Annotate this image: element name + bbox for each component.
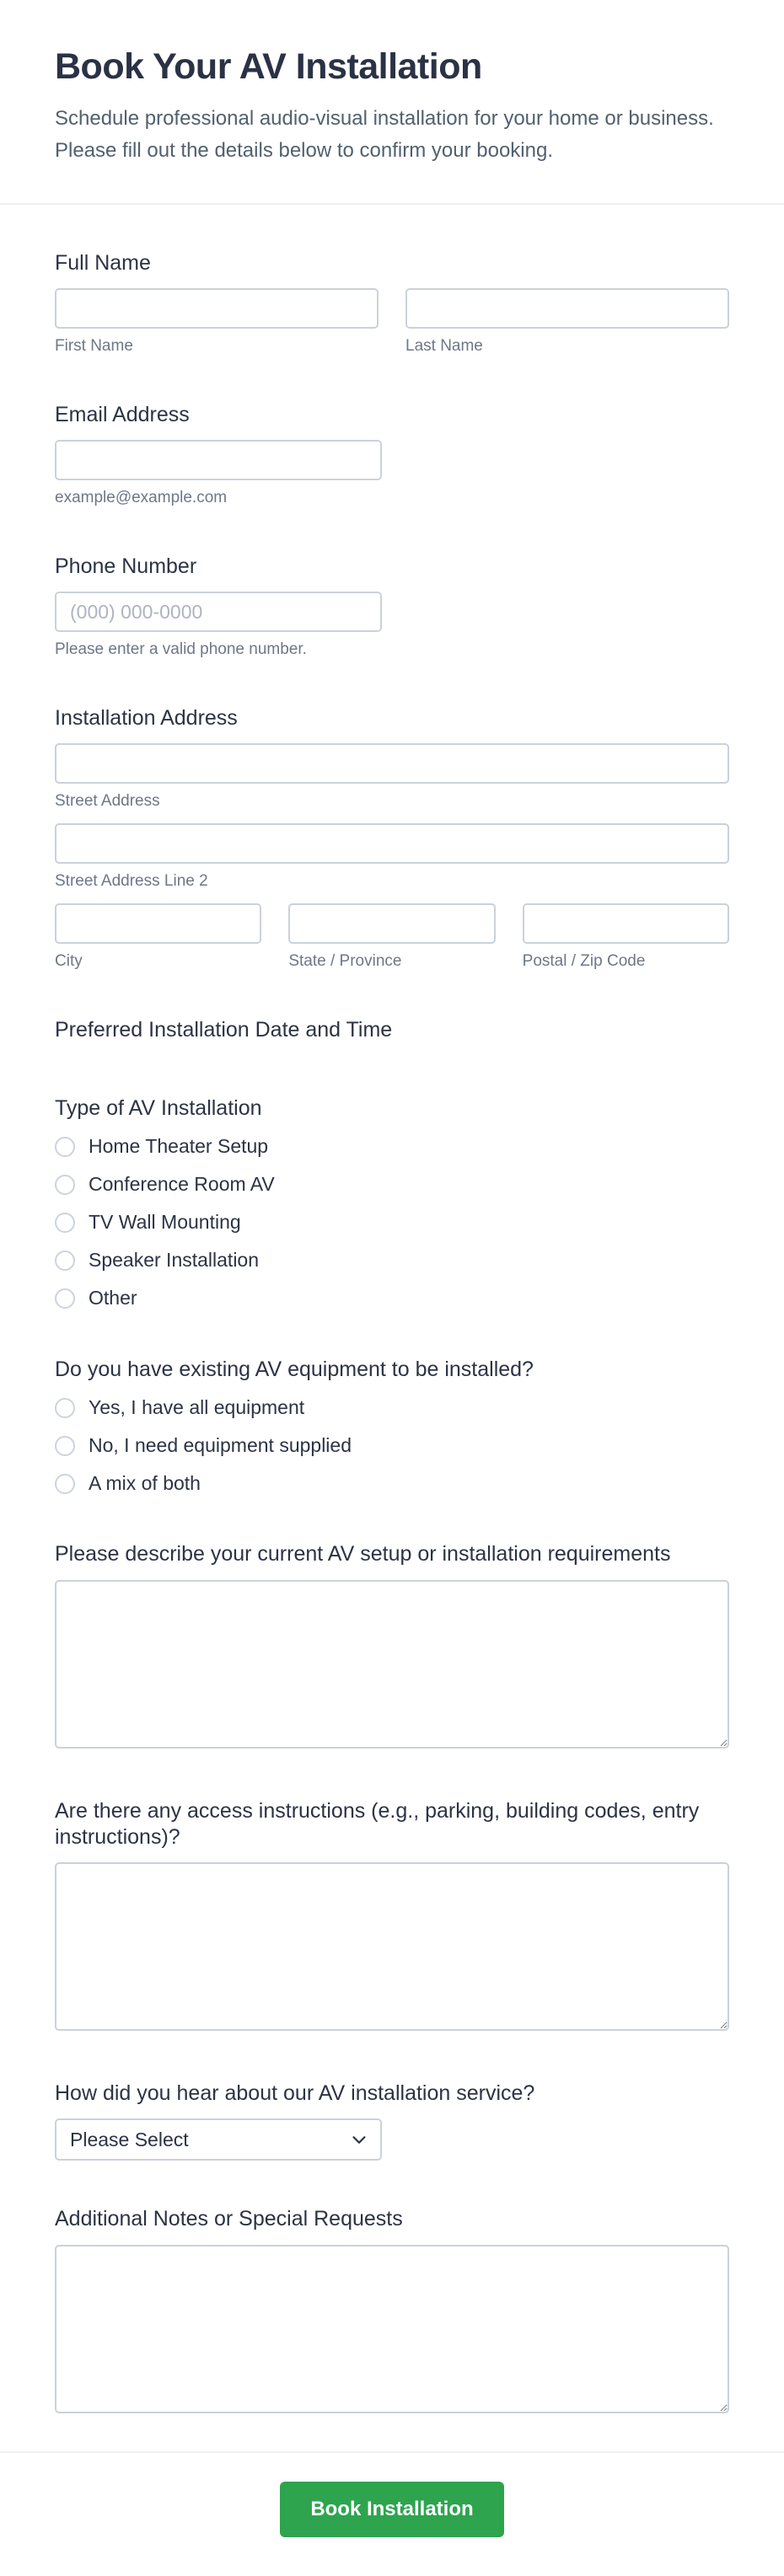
radio-need-equipment[interactable] — [55, 1433, 729, 1459]
field-additional-notes — [55, 2206, 729, 2417]
access-instructions-label: Are there any access instructions (e.g., parking, building codes, entry instructions)? — [55, 1798, 700, 1849]
describe-setup-textarea[interactable] — [55, 1580, 729, 1749]
page-subtitle: Schedule professional audio-visual installation for your home or business. Please fill out the details below to confirm your booking. — [55, 107, 714, 162]
existing-equipment-label: Do you have existing AV equipment to be installed? — [55, 1357, 534, 1381]
radio-other-label: Other — [89, 1286, 137, 1309]
datetime-spacer — [55, 1043, 729, 1050]
field-address — [55, 705, 729, 972]
header-divider — [0, 203, 784, 205]
field-hear-about — [55, 2081, 729, 2161]
radio-other[interactable] — [55, 1286, 729, 1311]
radio-circle-icon — [55, 1175, 75, 1195]
field-phone — [55, 554, 729, 660]
street-address-line2-input[interactable] — [55, 823, 729, 864]
describe-setup-label: Please describe your current AV setup or installation requirements — [55, 1542, 671, 1566]
last-name-input[interactable] — [405, 288, 729, 329]
install-type-label: Type of AV Installation — [55, 1095, 262, 1120]
radio-need-equipment-label: No, I need equipment supplied — [89, 1433, 352, 1456]
postal-code-sublabel: Postal / Zip Code — [522, 951, 646, 970]
field-email — [55, 402, 729, 508]
radio-circle-icon — [55, 1436, 75, 1456]
radio-tv-wall-mounting[interactable] — [55, 1210, 729, 1235]
phone-input[interactable] — [55, 592, 382, 632]
email-sublabel: example@example.com — [55, 489, 228, 507]
radio-conference-room-label: Conference Room AV — [89, 1172, 275, 1195]
additional-notes-textarea[interactable] — [55, 2245, 729, 2413]
radio-circle-icon — [55, 1474, 75, 1494]
city-input[interactable] — [55, 903, 261, 944]
radio-circle-icon — [55, 1251, 75, 1271]
radio-circle-icon — [55, 1213, 75, 1233]
radio-mix-of-both-label: A mix of both — [89, 1471, 201, 1494]
radio-tv-wall-mounting-label: TV Wall Mounting — [89, 1210, 241, 1233]
last-name-sublabel: Last Name — [405, 337, 483, 356]
install-type-options — [55, 1134, 729, 1310]
field-describe-setup — [55, 1541, 729, 1752]
radio-circle-icon — [55, 1288, 75, 1309]
existing-equipment-options — [55, 1395, 729, 1497]
radio-have-all-equipment[interactable] — [55, 1395, 729, 1421]
field-datetime — [55, 1017, 729, 1050]
radio-speaker-installation[interactable] — [55, 1248, 729, 1273]
submit-button[interactable]: Book Installation — [280, 2482, 503, 2537]
radio-circle-icon — [55, 1137, 75, 1157]
additional-notes-label: Additional Notes or Special Requests — [55, 2207, 403, 2231]
access-instructions-textarea[interactable] — [55, 1862, 729, 2031]
form-header — [0, 0, 784, 203]
hear-about-select[interactable] — [55, 2118, 382, 2161]
street-address-sublabel: Street Address — [55, 792, 160, 811]
datetime-label: Preferred Installation Date and Time — [55, 1017, 393, 1042]
first-name-input[interactable] — [55, 288, 379, 329]
radio-conference-room[interactable] — [55, 1172, 729, 1197]
hear-about-label: How did you hear about our AV installation service? — [55, 2081, 535, 2106]
radio-speaker-installation-label: Speaker Installation — [89, 1248, 260, 1271]
full-name-label: Full Name — [55, 250, 151, 275]
phone-sublabel: Please enter a valid phone number. — [55, 640, 307, 659]
radio-mix-of-both[interactable] — [55, 1471, 729, 1497]
radio-circle-icon — [55, 1398, 75, 1418]
page-title: Book Your AV Installation — [55, 46, 482, 87]
state-input[interactable] — [288, 903, 495, 944]
city-sublabel: City — [55, 951, 83, 970]
field-full-name — [55, 250, 729, 356]
form-body — [0, 250, 784, 2418]
email-input[interactable] — [55, 440, 382, 480]
address-label: Installation Address — [55, 705, 238, 730]
email-label: Email Address — [55, 402, 190, 426]
phone-label: Phone Number — [55, 554, 197, 578]
radio-home-theater-label: Home Theater Setup — [89, 1135, 269, 1158]
radio-have-all-equipment-label: Yes, I have all equipment — [89, 1395, 305, 1418]
first-name-sublabel: First Name — [55, 337, 133, 356]
state-sublabel: State / Province — [288, 951, 402, 970]
field-existing-equipment — [55, 1357, 729, 1497]
form-footer — [0, 2453, 784, 2576]
street-address-input[interactable] — [55, 743, 729, 784]
field-install-type — [55, 1095, 729, 1311]
street-address-line2-sublabel: Street Address Line 2 — [55, 872, 208, 890]
field-access-instructions — [55, 1798, 729, 2036]
postal-code-input[interactable] — [523, 903, 729, 944]
radio-home-theater[interactable] — [55, 1134, 729, 1159]
